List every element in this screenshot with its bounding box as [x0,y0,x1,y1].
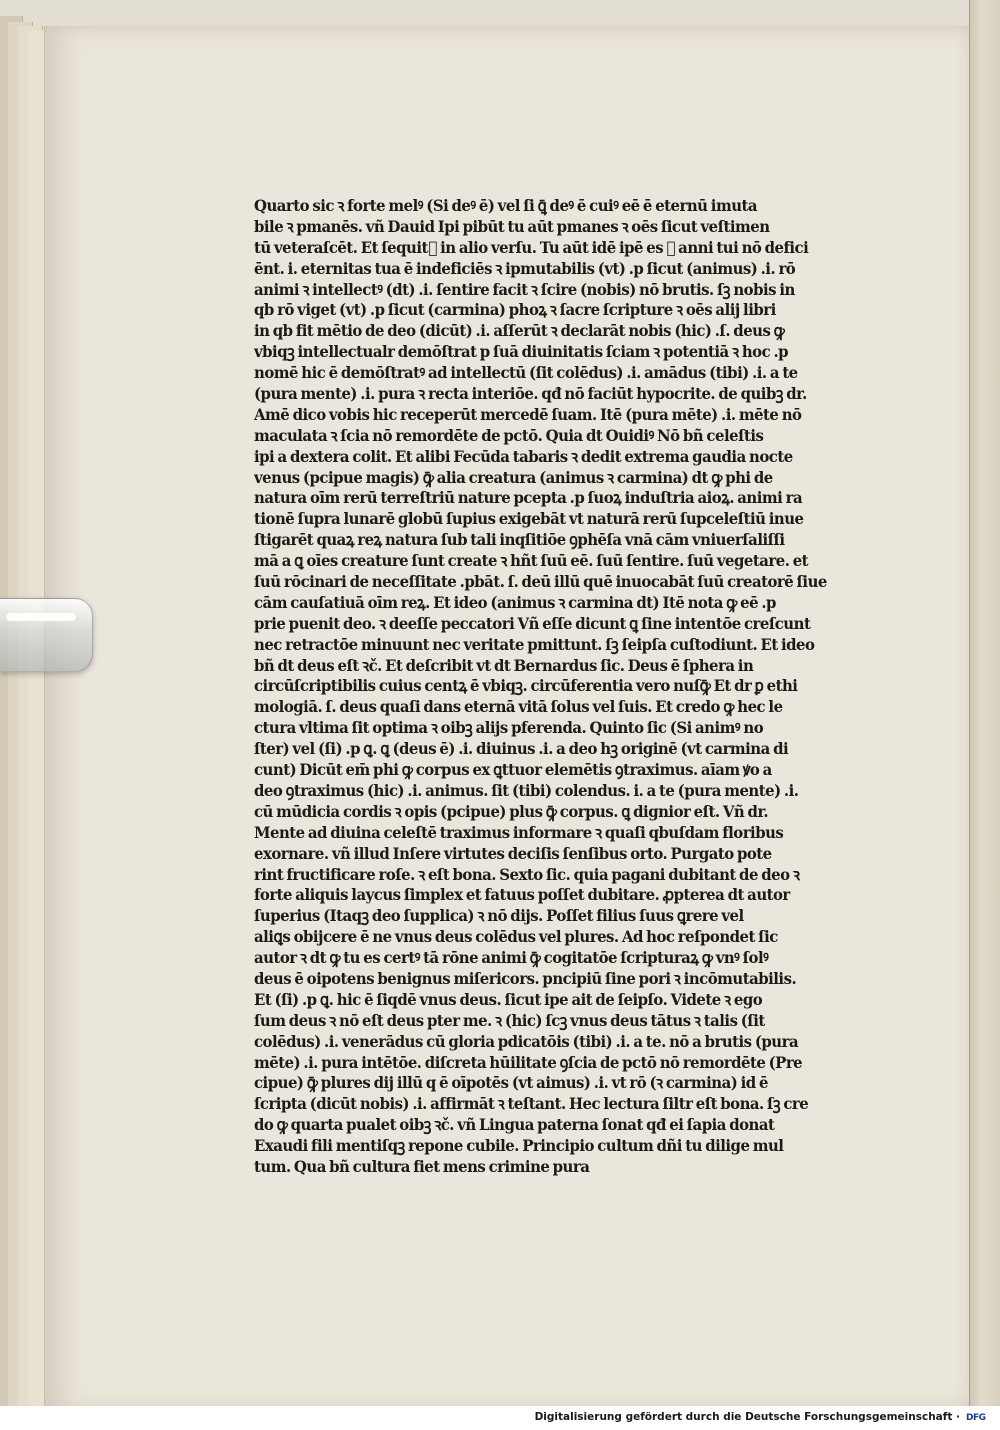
footer-bar [0,1406,1000,1430]
text-line: ſuū rōcinari de neceſſitate .pbāt. ſ. deū illū quē inuocabāt ſuū creatorē ſiue [254,572,827,592]
text-line: deus ē oipotens benignus miſericors. pncipiū ſine pori ꝛ incōmutabilis. [254,968,797,988]
text-line: ēnt. i. eternitas tua ē indeficiēs ꝛ ipmutabilis (vt) .p ſicut (animus) .i. rō [254,258,796,278]
text-line: qb rō viget (vt) .p ſicut (carmina) phoꝝ ꝛ ſacre ſcripture ꝛ oēs alij libri [254,300,776,320]
text-line: (pura mente) .i. pura ꝛ recta interiōe. qđ nō faciūt hypocrite. de quibꝫ dr. [254,384,807,404]
text-line: Exaudi fili mentiſqꝫ repone cubile. Principio cultum dñi tu dilige mul [254,1136,784,1156]
text-line: Amē dico vobis hic receperūt mercedē ſuam. Itē (pura mēte) .i. mēte nō [254,404,802,424]
text-line: bile ꝛ pmanēs. vñ Dauid Ipi pibūt tu aūt pmanes ꝛ oēs ſicut veſtimen [254,216,770,236]
text-line: nomē hic ē demōſtratꝰ ad intellectū (ſit colēdus) .i. amādus (tibi) .i. a te [254,363,798,383]
facing-page-edge [969,0,1000,1406]
text-line: ſum deus ꝛ nō eſt deus pter me. ꝛ (hic) ſcꝫ vnus deus tātus ꝛ talis (ſit [254,1010,765,1030]
text-line: maculata ꝛ ſcia nō remordēte de pctō. Quia dt Ouidiꝰ Nō bñ celeſtis [254,425,764,445]
text-line: natura oīm rerū terreſtriū nature pcepta .p ſuoꝝ induſtria aioꝝ. animi ra [254,488,803,508]
text-line: colēdus) .i. venerādus cū gloria pdicatōis (tibi) .i. a te. nō a brutis (pura [254,1031,799,1051]
text-line: ctura vltima ſit optima ꝛ oibꝫ alijs pferenda. Quinto ſic (Si animꝰ no [254,718,764,738]
text-line: rint fructificare roſe. ꝛ eſt bona. Sexto ſic. quia pagani dubitant de deo ꝛ [254,864,800,884]
text-line: Mente ad diuina celeſtē traximus informare ꝛ quaſi qbuſdam floribus [254,822,784,842]
text-line: tū veteraſcēt. Et ſequitᷣ in alio verſu. Tu aūt idē ipē es ꝛ anni tui nō defici [254,237,809,257]
text-line: Et (ſi) .p ꝗ. hic ē ſiqdē vnus deus. ſicut ipe ait de ſeipſo. Videte ꝛ ego [254,989,763,1009]
text-line: mā a ꝗ oīes creature ſunt create ꝛ hñt ſuū eē. ſuū ſentire. ſuū vegetare. et [254,551,809,571]
text-line: cū mūdicia cordis ꝛ opis (pcipue) plus ꝙ̄ corpus. ꝗ dignior eſt. Vñ dr. [254,801,769,821]
text-line: animi ꝛ intellectꝰ (dt) .i. ſentire facit ꝛ ſcire (nobis) nō brutis. ſꝫ nobis in [254,279,795,299]
text-line: do ꝙ quarta pualet oibꝫ ꝛč. vñ Lingua paterna ſonat qđ ei ſapia donat [254,1115,775,1135]
text-line: cunt) Dicūt em̄ phi ꝙ corpus ex ꝗttuor elemētis ꝯtraximus. aīam ꝟo a [254,760,772,780]
text-line: deo ꝯtraximus (hic) .i. animus. ſit (tibi) colendus. i. a te (pura mente) .i. [254,780,799,800]
text-line: cipue) ꝙ̄ plures dij illū q ē oīpotēs (vt aimus) .i. vt rō (ꝛ carmina) id ē [254,1073,768,1093]
text-line: ipi a dextera colit. Et alibi Fecūda tabaris ꝛ dedit extrema gaudia nocte [254,446,793,466]
text-line: mologiā. ſ. deus quaſi dans eternā vitā ſolus vel ſuis. Et credo ꝙ hec le [254,697,783,717]
text-line: mēte) .i. pura intētōe. diſcreta hūilitate ꝯſcia de pctō nō remordēte (Pre [254,1052,803,1072]
text-line: circūſcriptibilis cuius centꝝ ē vbiqꝫ. circūferentia vero nuſꝙ̄ Et dr ꝑ ethi [254,676,798,696]
text-line: Quarto sic ꝛ forte melꝰ (Si deꝰ ē) vel ſi ꝗ̄ deꝰ ē cuiꝰ eē ē eternū imuta [254,196,758,215]
text-line: nec retractōe minuunt nec veritate pmittunt. ſꝫ ſeipſa cuſtodiunt. Et ideo [254,634,815,654]
text-line: venus (pcipue magis) ꝙ̄ alia creatura (animus ꝛ carmina) dt ꝙ phi de [254,467,773,487]
text-line: cām cauſatiuā oīm reꝝ. Et ideo (animus ꝛ carmina dt) Itē nota ꝙ eē .p [254,592,776,612]
text-line: autor ꝛ dt ꝙ tu es certꝰ tā rōne animi ꝙ̄ cogitatōe ſcripturaꝝ ꝙ vnꝰ ſolꝰ [254,948,769,968]
book-clip [0,598,93,672]
text-line: prie puenit deo. ꝛ deeſſe peccatori Vñ eſſe dicunt ꝗ ſine intentōe creſcunt [254,613,811,633]
text-line: ſtigarēt quaꝝ reꝝ natura ſub tali inqſitiōe ꝯphēſa vnā cām vniuerſaliſſi [254,530,785,550]
clip-highlight [6,613,76,621]
text-line: bñ dt deus eſt ꝛč. Et deſcribit vt dt Bernardus ſic. Deus ē ſphera in [254,655,754,675]
footer-credit: Digitalisierung gefördert durch die Deutsche Forschungsgemeinschaft · [534,1411,960,1423]
text-line: ſter) vel (ſi) .p ꝗ. ꝗ (deus ē) .i. diuinus .i. a deo hꝫ originē (vt carmina di [254,739,789,759]
text-line: forte aliquis laycus ſimplex et fatuus poſſet dubitare. ꝓpterea dt autor [254,885,790,905]
dfg-logo-icon: DFG [966,1413,986,1423]
text-line: tionē ſupra lunarē globū ſupius exigebāt vt naturā rerū ſupceleſtiū inue [254,509,804,529]
text-line: exornare. vñ illud Inſere virtutes deciſis ſenſibus orto. Purgato pote [254,843,772,863]
text-line: ſuperius (Itaqꝫ deo ſupplica) ꝛ nō dijs. Poſſet filius ſuus ꝗrere vel [254,906,744,926]
text-line: tum. Qua bñ cultura fiet mens crimine pura [254,1156,590,1176]
text-line: aliꝗs obijcere ē ne vnus deus colēdus vel plures. Ad hoc reſpondet ſic [254,927,778,947]
text-line: in qb fit mētio de deo (dicūt) .i. aſſerūt ꝛ declarāt nobis (hic) .ſ. deus ꝙ [254,321,785,341]
text-line: vbiqꝫ intellectualr demōſtrat p ſuā diuinitatis ſciam ꝛ potentiā ꝛ hoc .p [254,342,789,362]
text-column [254,196,846,1196]
text-line: ſcripta (dicūt nobis) .i. affirmāt ꝛ teſtant. Hec lectura ſiltr eſt bona. ſꝫ cre [254,1094,809,1114]
